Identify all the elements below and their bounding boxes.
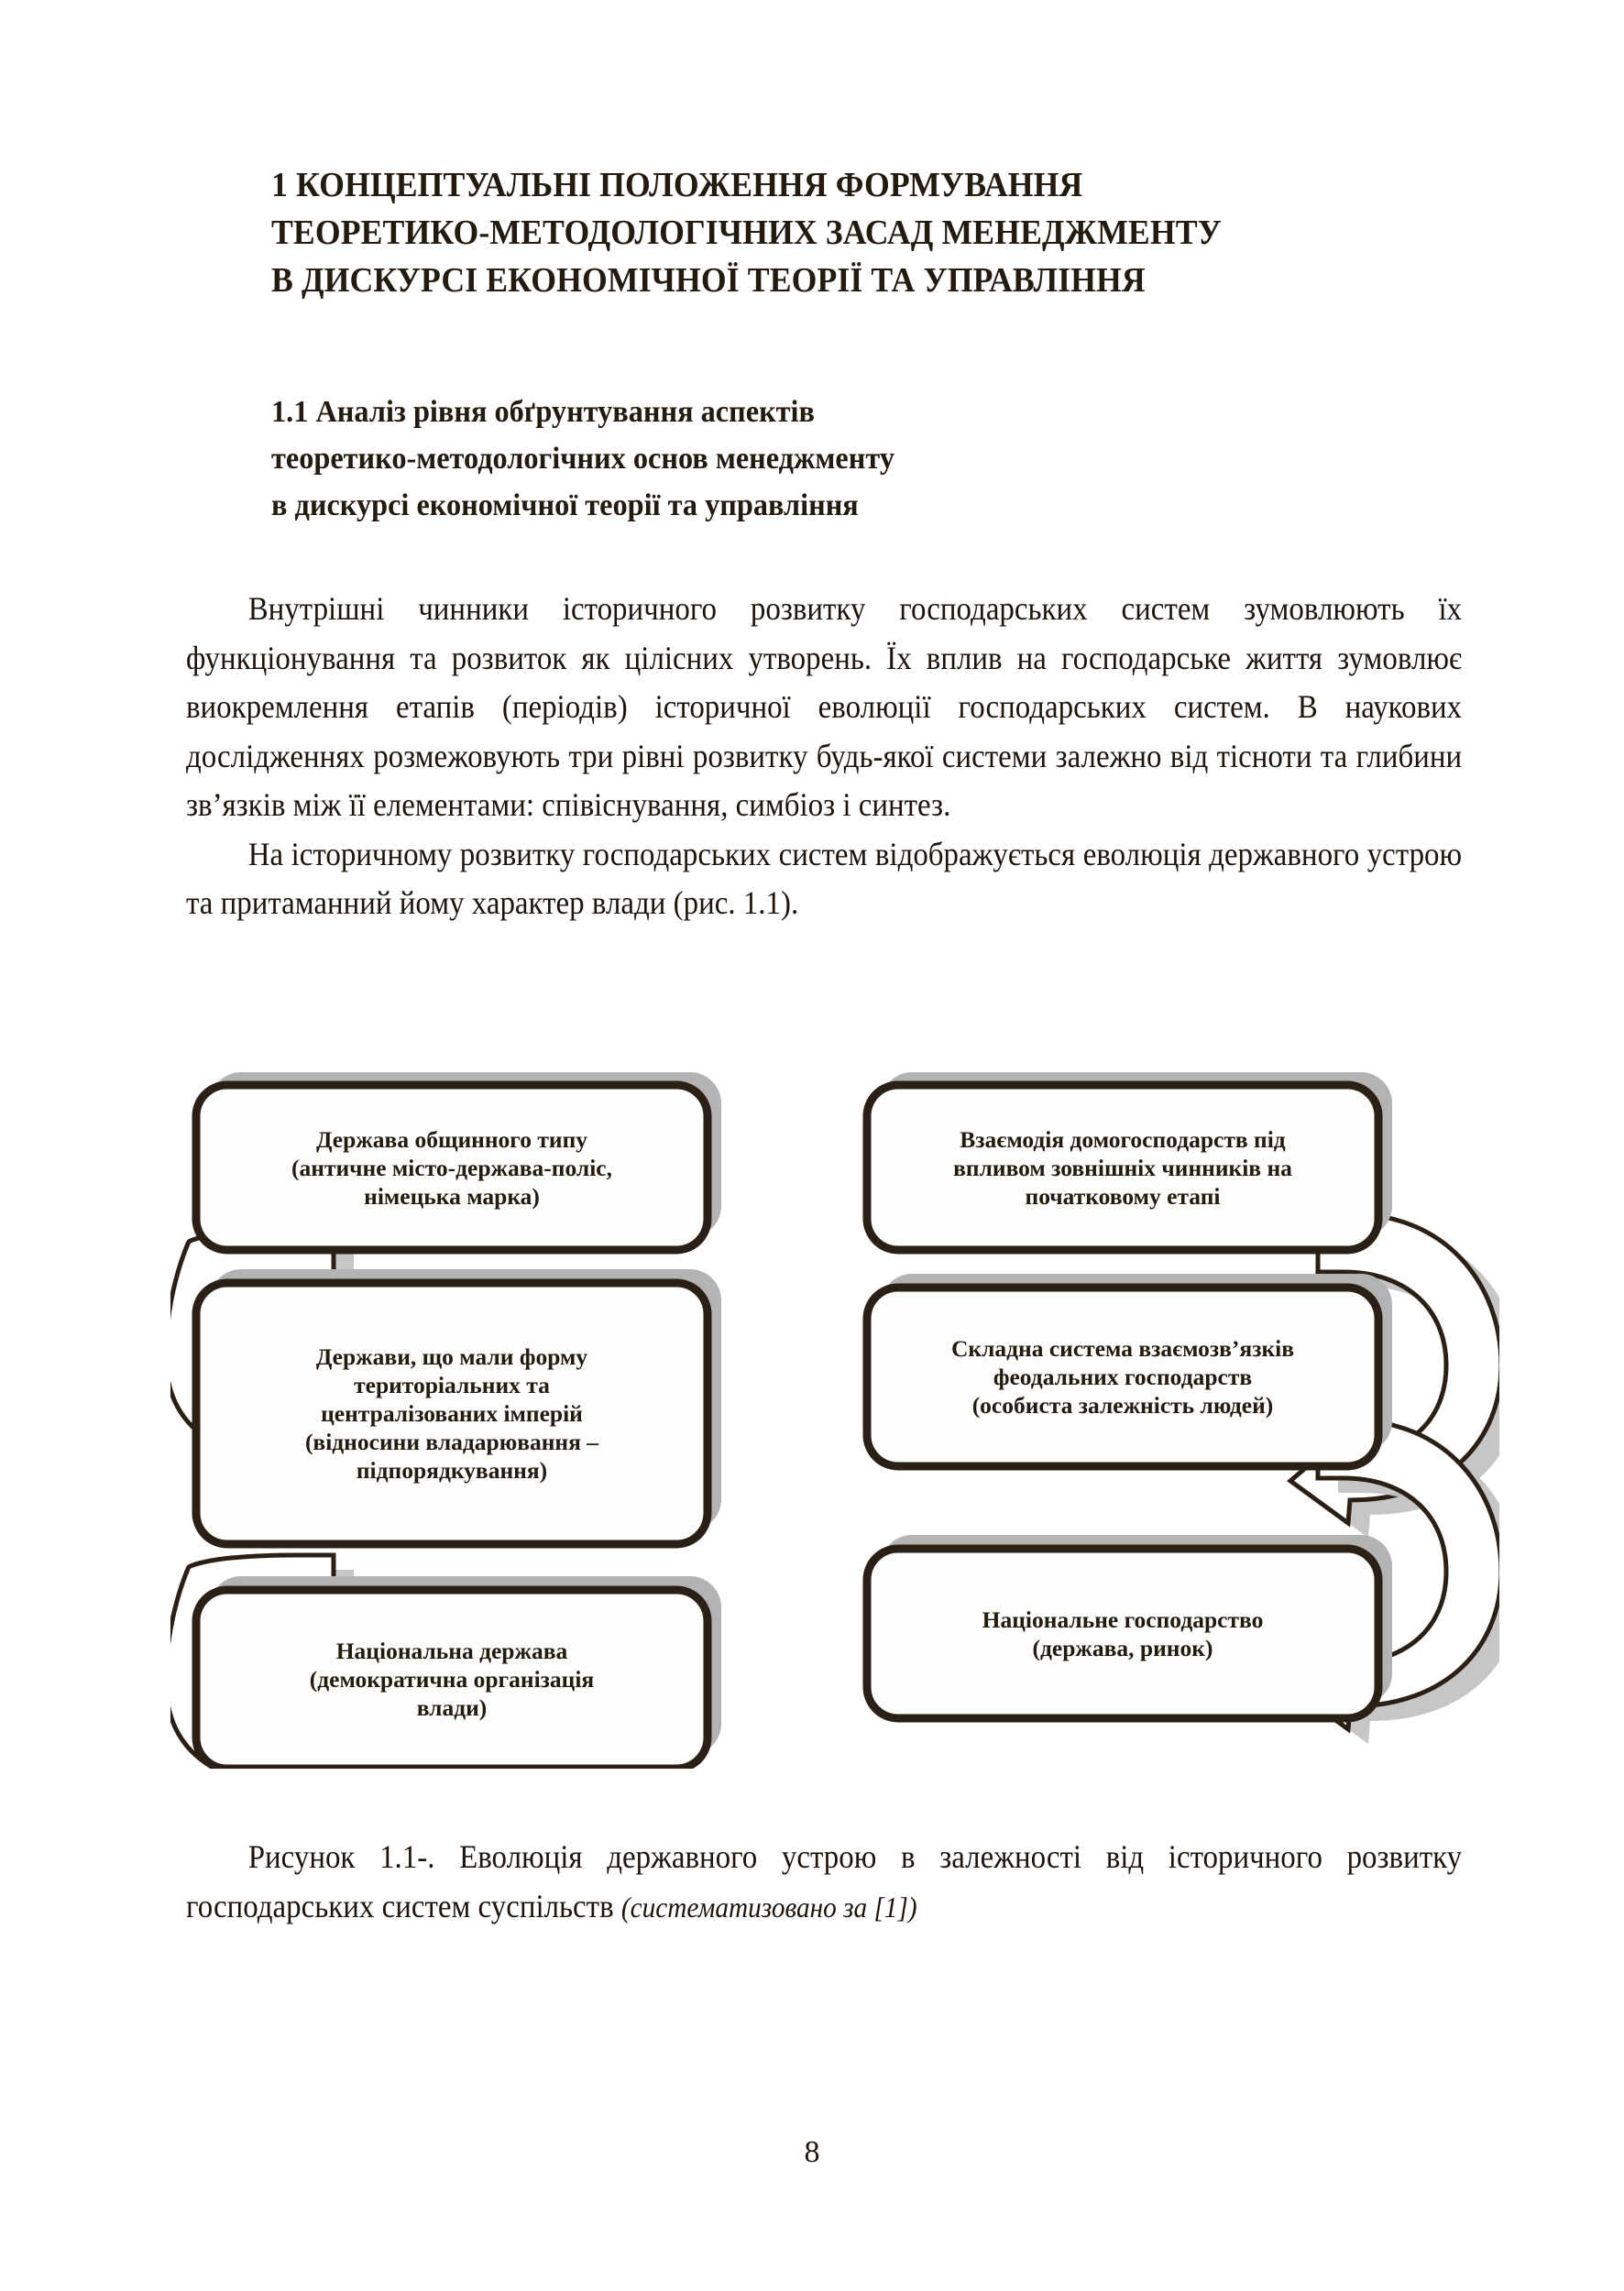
box-national-state-group: [196, 1576, 721, 1769]
box5-line-3: влади): [416, 1694, 488, 1721]
box5-line-1: Національна держава: [335, 1638, 568, 1664]
page-title: [271, 161, 1401, 304]
box3-line-2: територіальних та: [354, 1372, 550, 1398]
box-state-communal-type-group: [196, 1072, 721, 1250]
box1-line-2: (античне місто-держава-поліс,: [291, 1154, 612, 1181]
chapter-title-line-2: ТЕОРЕТИКО-МЕТОДОЛОГІЧНИХ ЗАСАД МЕНЕДЖМЕНТУ: [271, 214, 1222, 252]
paragraph-1-text: Внутрішні чинники історичного розвитку господарських систем зумовлюють їх функціонування та розвиток як цілісних утворень. Їх вплив на господарське життя зумовлює виокремлення етапів (періодів) історичної еволюції господарських систем. В наукових дослідженнях розмежовують три рівні розвитку будь-якої системи залежно від тісноти та глибини зв’язків між її елементами: співіснування, симбіоз і синтез.: [186, 590, 1463, 823]
box-territorial-empires-label: [305, 1343, 598, 1485]
box5-line-2: (демократична організація: [309, 1666, 595, 1693]
box-territorial-empires-group: [196, 1269, 721, 1544]
paragraph-1: [186, 585, 1462, 830]
caption-main-text: Рисунок 1.1-. Еволюція державного устрою в залежності від історичного розвитку господарських систем суспільств: [186, 1838, 1463, 1924]
section-title-line-2: теоретико-методологічних основ менеджменту: [271, 442, 894, 476]
section-title-line-1: 1.1 Аналіз рівня обґрунтування аспектів: [271, 395, 815, 429]
box-state-communal-type-label: [291, 1125, 612, 1211]
box3-line-4: (відносини владарювання –: [304, 1429, 599, 1455]
box4-line-2: феодальних господарств: [993, 1364, 1253, 1390]
box1-line-1: Держава общинного типу: [315, 1125, 588, 1153]
figure-1-1-diagram: [170, 1054, 1499, 1769]
box-national-state-label: [310, 1637, 594, 1722]
body-text: [186, 585, 1462, 928]
box2-line-3: початковому етапі: [1025, 1182, 1221, 1210]
box-feudal-system-label: [951, 1334, 1294, 1420]
box-national-economy-label: [982, 1606, 1264, 1662]
paragraph-2-text: На історичному розвитку господарських систем відображується еволюція державного устрою та притаманний йому характер влади (рис. 1.1).: [186, 835, 1463, 921]
box2-line-1: Взаємодія домогосподарств під: [960, 1125, 1286, 1153]
box3-line-3: централізованих імперій: [321, 1400, 583, 1427]
box4-line-1: Складна система взаємозв’язків: [950, 1335, 1295, 1362]
box6-line-2: (держава, ринок): [1032, 1634, 1213, 1661]
figure-caption: [186, 1833, 1462, 1932]
chapter-title-line-3: В ДИСКУРСІ ЕКОНОМІЧНОЇ ТЕОРІЇ ТА УПРАВЛІННЯ: [271, 261, 1146, 300]
section-title: [271, 389, 1360, 529]
box3-line-5: підпорядкування): [356, 1457, 548, 1484]
box4-line-3: (особиста залежність людей): [971, 1392, 1274, 1419]
box1-line-3: німецька марка): [364, 1182, 540, 1210]
box2-line-2: впливом зовнішніх чинників на: [953, 1154, 1292, 1181]
box-household-interaction-group: [867, 1072, 1392, 1250]
box-feudal-system-group: [867, 1274, 1392, 1466]
chapter-title-line-1: 1 КОНЦЕПТУАЛЬНІ ПОЛОЖЕННЯ ФОРМУВАННЯ: [271, 166, 1083, 204]
box-national-economy-group: [867, 1535, 1392, 1718]
box-household-interaction-label: [953, 1125, 1292, 1211]
section-title-line-3: в дискурсі економічної теорії та управління: [271, 488, 859, 522]
box3-line-1: Держави, що мали форму: [315, 1343, 588, 1370]
page-number: 8: [804, 2135, 820, 2169]
box6-line-1: Національне господарство: [982, 1606, 1264, 1633]
caption-source-text: (систематизовано за [1]): [620, 1890, 917, 1924]
paragraph-2: [186, 830, 1462, 928]
